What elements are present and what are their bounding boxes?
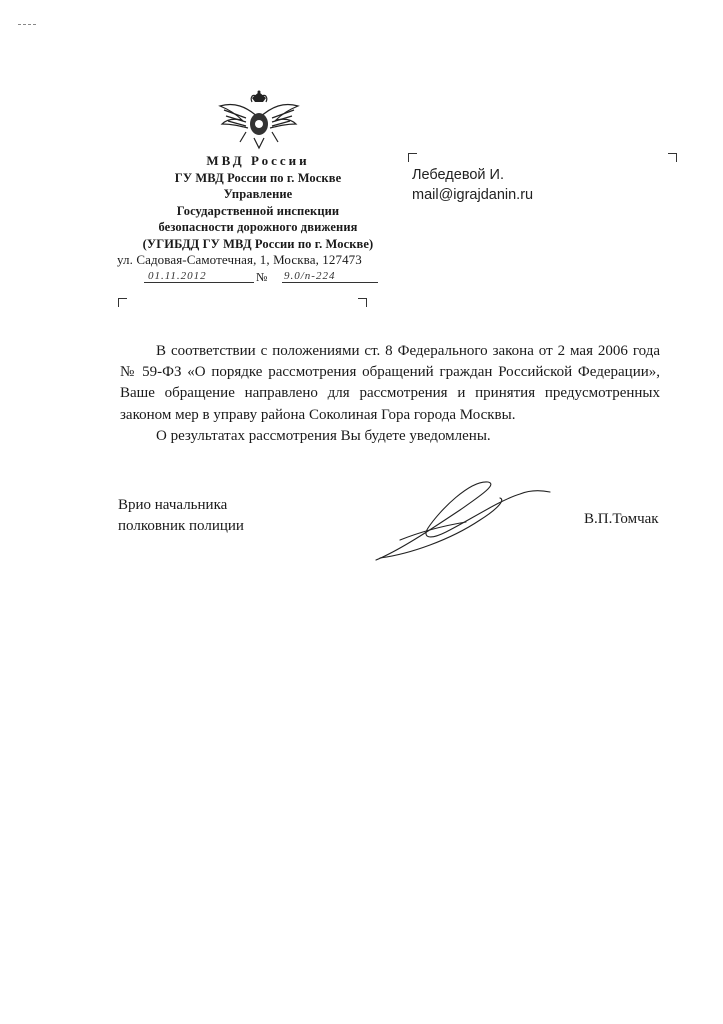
registration-line <box>120 270 370 290</box>
org-address: ул. Садовая-Самотечная, 1, Москва, 127473 <box>117 252 362 267</box>
recipient-block <box>412 165 533 205</box>
signatory-position <box>118 495 244 537</box>
org-line: безопасности дорожного движения <box>158 220 358 235</box>
position-line: полковник полиции <box>118 518 244 534</box>
number-underline <box>282 282 378 283</box>
org-line: Государственной инспекции <box>176 203 340 218</box>
corner-mark <box>358 298 367 307</box>
eagle-emblem-icon <box>216 88 302 152</box>
organization-header <box>108 153 408 253</box>
corner-mark <box>668 153 677 162</box>
body-paragraph: В соответствии с положениями ст. 8 Федерального закона от 2 мая 2006 года № 59-ФЗ «О порядке рассмотрения обращений граждан Российской Федерации», Ваше обращение направлено для рассмотрения и принятия предусмотренных законом мер в управу района Соколиная Гора города Москвы. <box>120 343 660 423</box>
org-line: (УГИБДД ГУ МВД России по г. Москве) <box>142 236 374 251</box>
number-label: № <box>256 270 268 284</box>
position-line: Врио начальника <box>118 497 228 513</box>
corner-mark <box>408 153 417 162</box>
signature-icon <box>370 470 560 570</box>
signatory-name: В.П.Томчак <box>584 511 659 527</box>
date-underline <box>144 282 254 283</box>
reg-date: 01.11.2012 <box>148 270 207 282</box>
letter-body <box>120 341 660 447</box>
page-mark <box>18 24 36 25</box>
org-line: МВД России <box>206 153 310 168</box>
recipient-name: Лебедевой И. <box>412 167 505 183</box>
body-paragraph: О результатах рассмотрения Вы будете уведомлены. <box>156 427 491 444</box>
recipient-email: mail@igrajdanin.ru <box>412 187 534 203</box>
org-line: ГУ МВД России по г. Москве <box>174 170 342 185</box>
reg-number: 9.0/п-224 <box>284 270 336 282</box>
org-line: Управление <box>223 187 293 202</box>
corner-mark <box>118 298 127 307</box>
